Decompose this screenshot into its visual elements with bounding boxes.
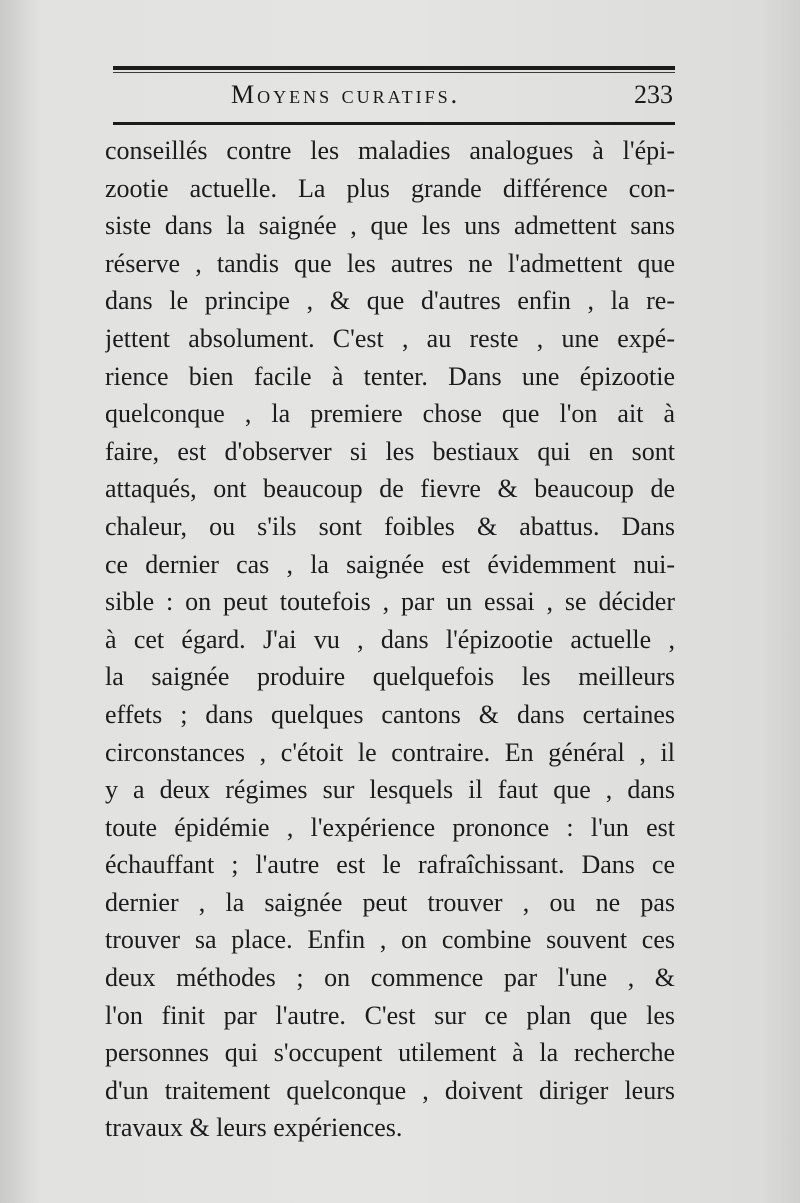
text-line: dans le principe , & que d'autres enfin , la re- <box>105 286 675 316</box>
running-title: Moyens curatifs. <box>231 80 461 109</box>
text-line: travaux & leurs expériences. <box>105 1113 403 1143</box>
text-line: personnes qui s'occupent utilement à la recherche <box>105 1038 675 1068</box>
text-line: réserve , tandis que les autres ne l'admettent que <box>105 248 675 278</box>
text-line: sible : on peut toutefois , par un essai , se décider <box>105 587 675 617</box>
text-line: toute épidémie , l'expérience prononce : l'un est <box>105 812 675 842</box>
text-line: effets ; dans quelques cantons & dans certaines <box>105 699 675 729</box>
text-line: la saignée produire quelquefois les meilleurs <box>105 662 675 692</box>
text-line: d'un traitement quelconque , doivent diriger leurs <box>105 1075 675 1105</box>
top-rule-thin <box>113 72 675 73</box>
text-line: ce dernier cas , la saignée est évidemment nui- <box>105 549 675 579</box>
text-line: l'on finit par l'autre. C'est sur ce plan que les <box>105 1000 675 1030</box>
text-line: faire, est d'observer si les bestiaux qui en sont <box>105 436 675 466</box>
text-line: conseillés contre les maladies analogues à l'épi- <box>105 136 675 165</box>
text-line: dernier , la saignée peut trouver , ou ne pas <box>105 887 675 917</box>
body-text <box>105 132 675 1147</box>
text-line: deux méthodes ; on commence par l'une , & <box>105 963 675 993</box>
text-line: zootie actuelle. La plus grande différence con- <box>105 173 675 203</box>
text-line: jettent absolument. C'est , au reste , une expé- <box>105 323 675 353</box>
running-head <box>113 80 675 116</box>
text-line: trouver sa place. Enfin , on combine souvent ces <box>105 925 675 955</box>
text-line: siste dans la saignée , que les uns admettent sans <box>105 211 675 241</box>
text-line: quelconque , la premiere chose que l'on ait à <box>105 399 675 429</box>
text-line: circonstances , c'étoit le contraire. En général , il <box>105 737 675 767</box>
top-rule <box>113 66 675 70</box>
text-line: rience bien facile à tenter. Dans une épizootie <box>105 361 675 391</box>
text-line: à cet égard. J'ai vu , dans l'épizootie actuelle , <box>105 624 675 654</box>
header-rule <box>113 122 675 125</box>
text-line: échauffant ; l'autre est le rafraîchissant. Dans ce <box>105 850 675 880</box>
text-line: chaleur, ou s'ils sont foibles & abattus. Dans <box>105 511 675 541</box>
text-line: y a deux régimes sur lesquels il faut que , dans <box>105 775 675 805</box>
text-line: attaqués, ont beaucoup de fievre & beaucoup de <box>105 474 675 504</box>
page-number: 233 <box>634 80 673 109</box>
